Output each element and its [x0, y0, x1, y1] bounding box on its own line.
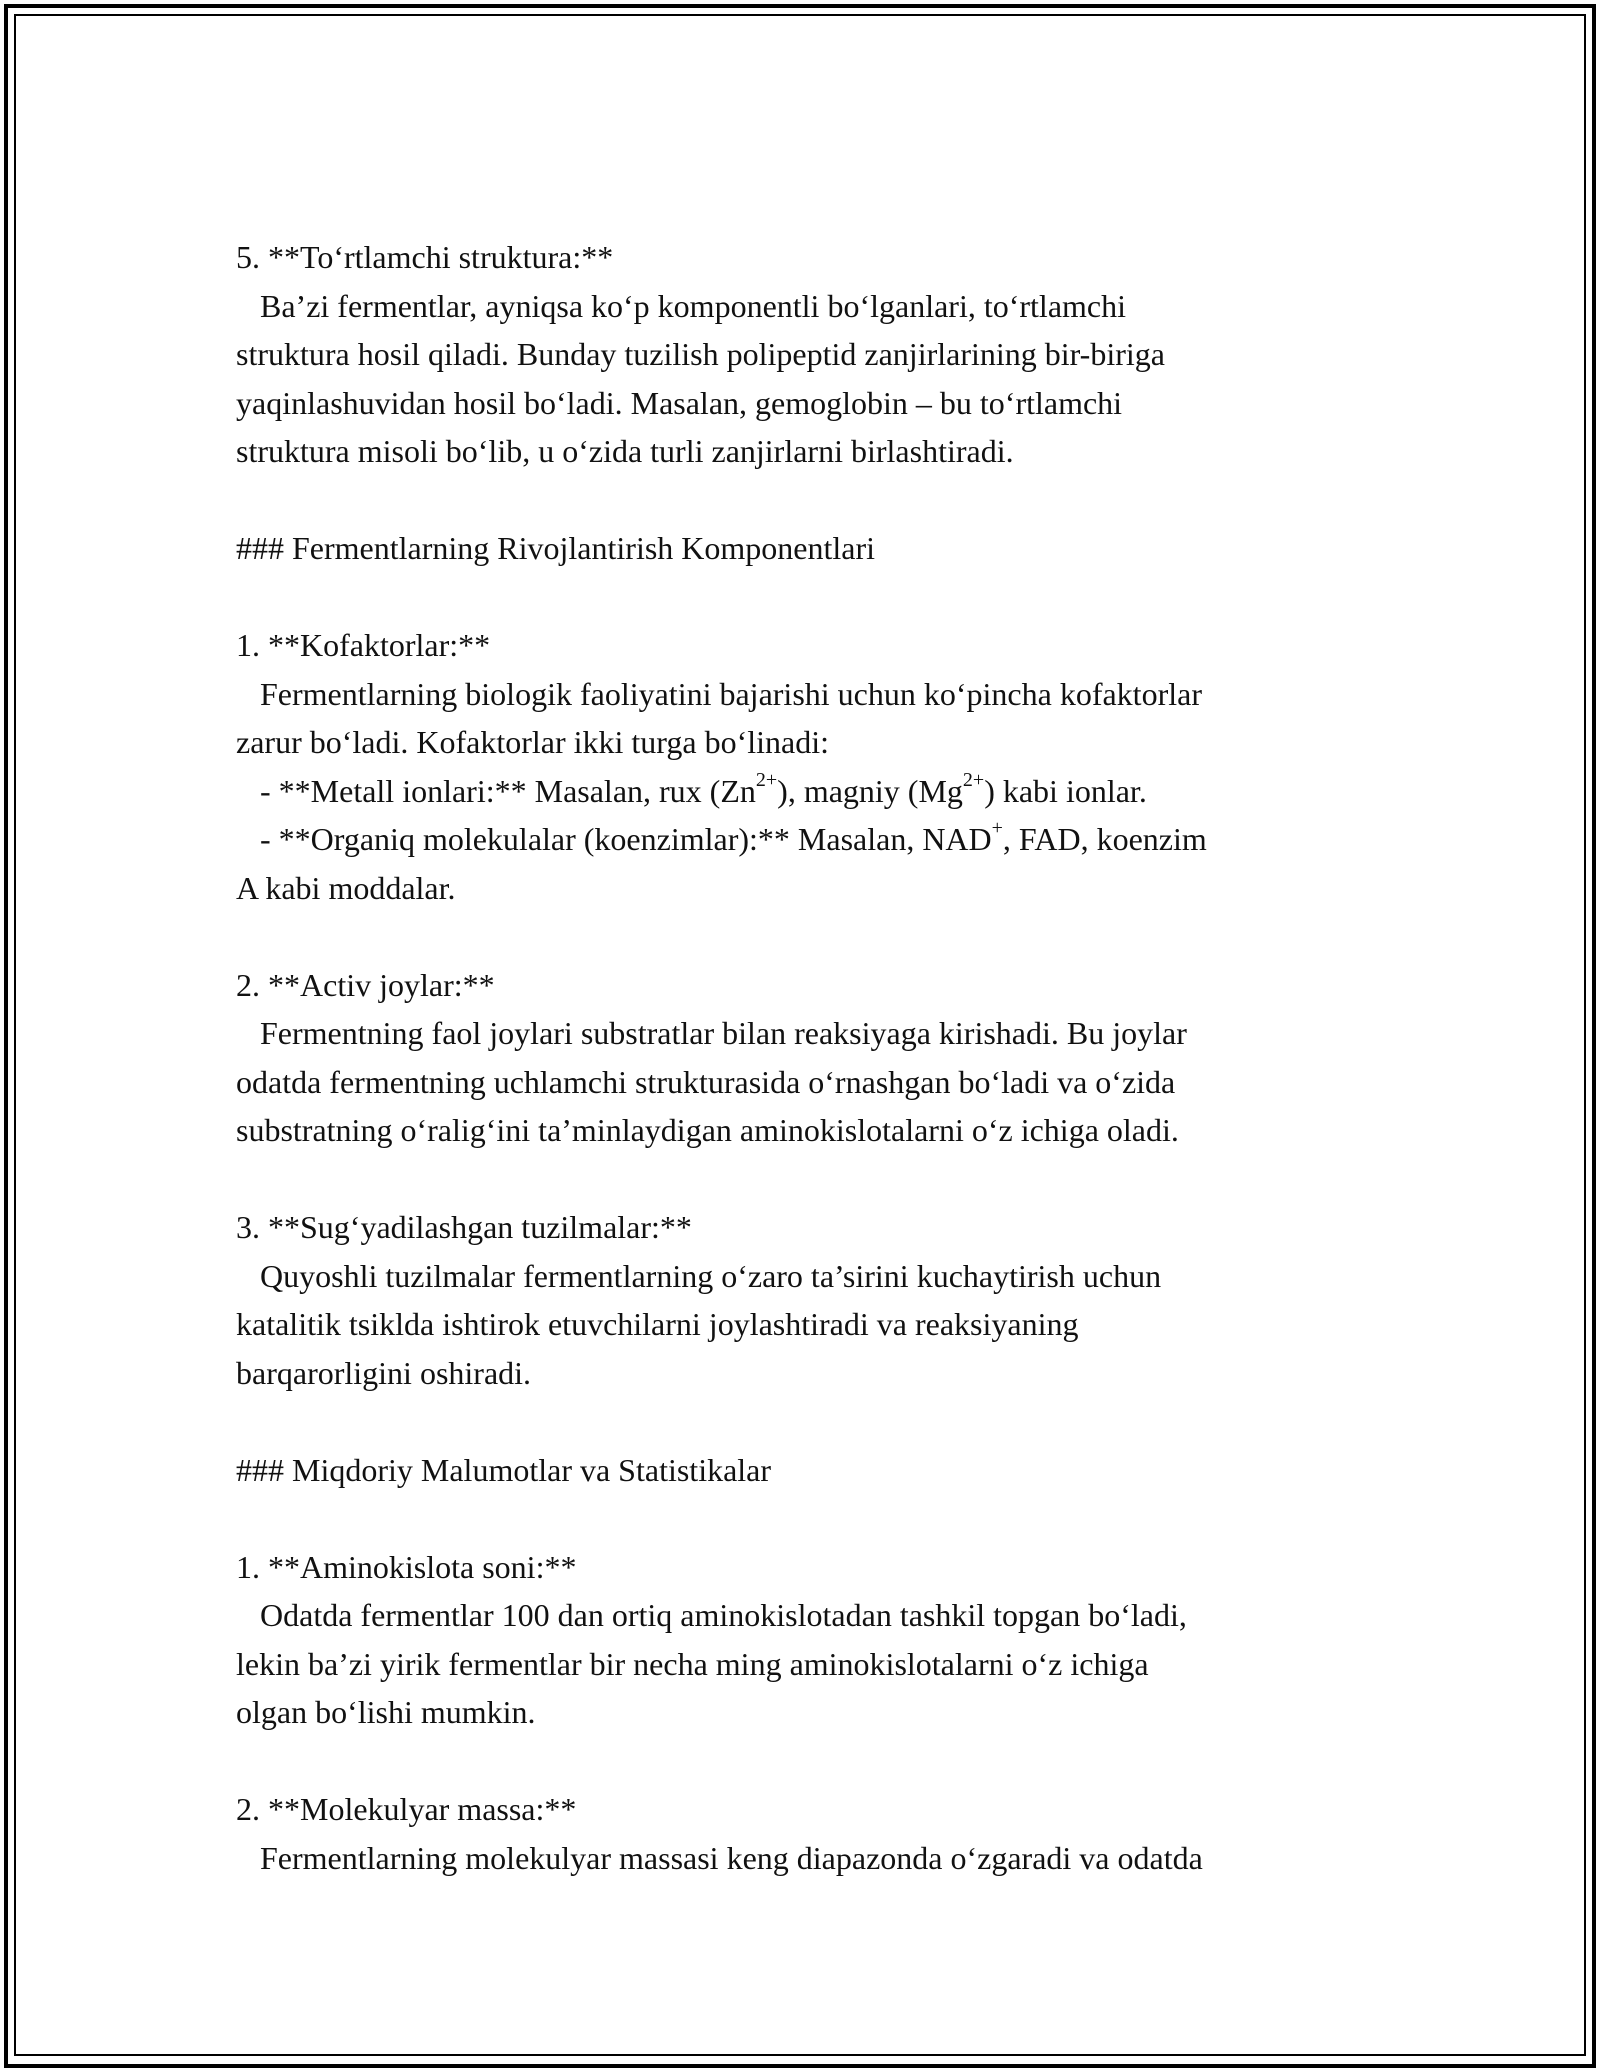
section-quaternary-structure — [236, 233, 1376, 476]
document-body — [236, 233, 1376, 1882]
list-item-heading: 2. **Molekulyar massa:** — [236, 1791, 577, 1827]
spacer — [236, 573, 1376, 622]
list-item-heading: 1. **Kofaktorlar:** — [236, 627, 491, 663]
spacer — [236, 912, 1376, 961]
paragraph-line: barqarorligini oshiradi. — [236, 1354, 532, 1391]
paragraph-line: Odatda fermentlar 100 dan ortiq aminokislotadan tashkil topgan bo‘ladi, — [236, 1597, 1187, 1633]
paragraph-line: Ba’zi fermentlar, ayniqsa ko‘p komponentli bo‘lganlari, to‘rtlamchi — [236, 287, 1126, 324]
superscript-charge: + — [991, 817, 1003, 840]
paragraph-line: struktura misoli bo‘lib, u o‘zida turli zanjirlarni birlashtiradi. — [236, 433, 1014, 469]
section-amino-count — [236, 1543, 1376, 1737]
section-structures — [236, 1203, 1376, 1397]
paragraph-line: zarur bo‘ladi. Kofaktorlar ikki turga bo‘linadi: — [236, 724, 829, 760]
section-cofactors — [236, 621, 1376, 912]
spacer — [236, 1397, 1376, 1446]
list-item-heading: 2. **Activ joylar:** — [236, 966, 495, 1003]
paragraph-line: odatda fermentning uchlamchi strukturasida o‘rnashgan bo‘ladi va o‘zida — [236, 1063, 1176, 1100]
section-heading-components: ### Fermentlarning Rivojlantirish Komponentlari — [236, 530, 876, 566]
paragraph-line: struktura hosil qiladi. Bunday tuzilish polipeptid zanjirlarining bir-biriga — [236, 336, 1165, 372]
bullet-metal-ions — [236, 767, 1376, 816]
paragraph-line: olgan bo‘lishi mumkin. — [236, 1694, 536, 1730]
paragraph-line: substratning o‘ralig‘ini ta’minlaydigan aminokislotalarni o‘z ichiga oladi. — [236, 1112, 1179, 1148]
spacer — [236, 1737, 1376, 1786]
paragraph-line: Fermentning faol joylari substratlar bilan reaksiyaga kirishadi. Bu joylar — [236, 1015, 1187, 1051]
text-run: , FAD, koenzim — [1002, 821, 1207, 857]
bullet-organic-molecules — [236, 815, 1376, 864]
section-molecular-mass — [236, 1785, 1376, 1882]
list-item-heading: 1. **Aminokislota soni:** — [236, 1548, 577, 1585]
spacer — [236, 1155, 1376, 1204]
paragraph-line: Fermentlarning biologik faoliyatini bajarishi uchun ko‘pincha kofaktorlar — [236, 675, 1202, 712]
list-item-heading: 3. **Sug‘yadilashgan tuzilmalar:** — [236, 1209, 692, 1245]
text-run: ), magniy (Mg — [777, 772, 963, 809]
paragraph-line: yaqinlashuvidan hosil bo‘ladi. Masalan, gemoglobin – bu to‘rtlamchi — [236, 384, 1123, 421]
section-active-sites — [236, 961, 1376, 1155]
text-run: - **Metall ionlari:** Masalan, rux (Zn — [236, 772, 756, 809]
paragraph-line: katalitik tsiklda ishtirok etuvchilarni joylashtiradi va reaksiyaning — [236, 1306, 1079, 1342]
spacer — [236, 1494, 1376, 1543]
paragraph-line: Fermentlarning molekulyar massasi keng diapazonda o‘zgaradi va odatda — [236, 1839, 1203, 1876]
list-item-heading: 5. **To‘rtlamchi struktura:** — [236, 239, 614, 275]
text-run: - **Organiq molekulalar (koenzimlar):** Masalan, NAD — [236, 821, 992, 857]
paragraph-line: A kabi moddalar. — [236, 869, 456, 906]
spacer — [236, 476, 1376, 525]
superscript-charge: 2+ — [755, 768, 778, 791]
paragraph-line: Quyoshli tuzilmalar fermentlarning o‘zaro ta’sirini kuchaytirish uchun — [236, 1257, 1162, 1294]
paragraph-line: lekin ba’zi yirik fermentlar bir necha ming aminokislotalarni o‘z ichiga — [236, 1645, 1149, 1682]
superscript-charge: 2+ — [962, 768, 985, 791]
section-heading-stats: ### Miqdoriy Malumotlar va Statistikalar — [236, 1451, 772, 1488]
text-run: ) kabi ionlar. — [984, 772, 1147, 809]
